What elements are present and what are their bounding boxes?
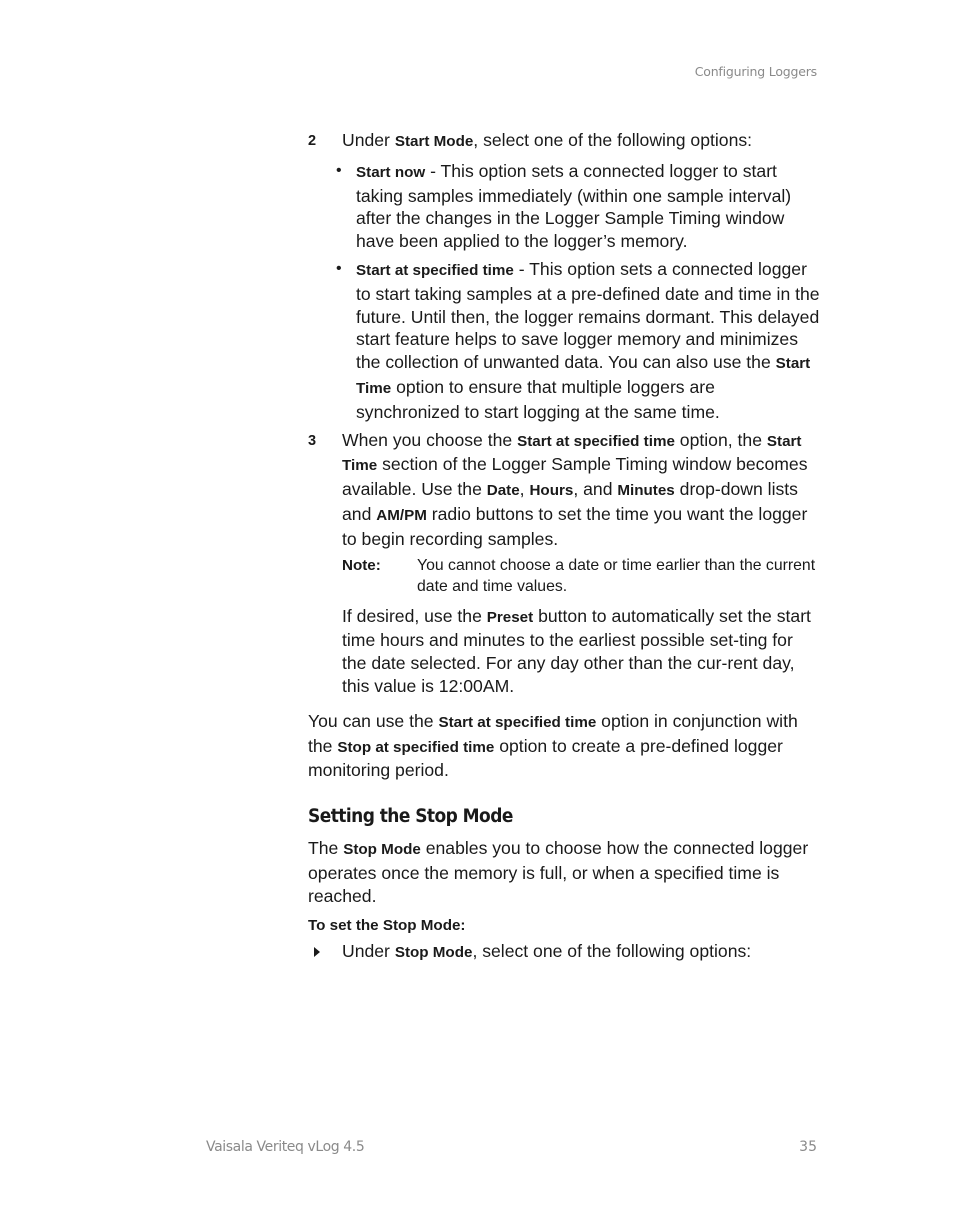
step-number: 2 [308,133,317,149]
section-heading: Setting the Stop Mode [308,806,513,828]
ui-term: Date [486,482,520,500]
list-item [336,160,820,253]
ui-term: Start now [356,163,426,181]
ui-term: Start Time [356,355,811,397]
text: , select one of the following options: [472,941,752,962]
note [342,555,820,597]
option-list [336,160,820,424]
footer-product: Vaisala Veriteq vLog 4.5 [206,1139,365,1155]
text: Under [342,130,395,150]
text: When you choose the [342,429,518,450]
ui-term: Start Time [342,432,802,475]
ui-term: Start at specified time [438,713,597,731]
text: - This option sets a connected logger to start taking samples immediately (within one sample interval) after the changes in the Logger Sample Timing window have been applied to the logger’s memory. [356,160,792,252]
ui-term: Start Mode [394,133,474,150]
ui-term: AM/PM [376,506,427,524]
text: If desired, use the [342,605,487,626]
text: The [308,837,344,858]
paragraph [308,837,820,907]
step-lead [342,129,820,154]
text: , and [573,479,618,500]
note-label: Note: [342,556,381,574]
procedure-step [308,940,820,965]
ui-term: Stop Mode [343,840,421,858]
text: , select one of the following options: [473,130,753,150]
preset-paragraph [342,605,820,698]
text: - This option sets a connected logger to start taking samples at a pre-defined date and time in the future. Until then, the logger remains dormant. This delayed start feature helps to save logger memory and minimizes the collection of unwanted data. You can also use the [356,258,820,373]
text: Under [342,941,395,962]
ui-term: Stop Mode [394,944,473,962]
text: You can use the [308,710,439,731]
triangle-arrow-icon [314,947,320,957]
note-text: You cannot choose a date or time earlier than the current date and time values. [417,556,816,595]
bullet-icon: • [336,259,342,277]
ui-term: Start at specified time [517,432,675,450]
ui-term: Preset [486,608,534,626]
text: , [519,479,530,500]
text: button to automatically set the start time hours and minutes to the earliest possible set-ting for the date selected. For any day other than the cur-rent day, this value is 12:00AM. [342,605,811,696]
procedure-heading: To set the Stop Mode: [308,917,466,935]
text: drop-down lists and [342,479,798,524]
step-2 [308,129,820,424]
text: option in conjunction with the [308,710,798,756]
page-number: 35 [799,1139,817,1155]
step-number: 3 [308,432,317,449]
text: option to ensure that multiple loggers are synchronized to start logging at the same time. [356,376,720,422]
step-body [342,429,820,551]
text: enables you to choose how the connected logger operates once the memory is full, or when a specified time is reached. [308,837,809,906]
page-content [308,128,820,965]
bullet-icon: • [336,161,342,179]
ui-term: Hours [529,482,574,500]
ui-term: Minutes [617,482,675,500]
text: radio buttons to set the time you want the logger to begin recording samples. [342,503,808,549]
text: option to create a pre-defined logger monitoring period. [308,735,783,781]
ui-term: Start at specified time [356,261,514,279]
paragraph [308,710,820,782]
ui-term: Stop at specified time [337,738,495,756]
list-item [336,258,820,424]
text: option, the [674,429,767,450]
running-header: Configuring Loggers [694,64,817,79]
step-3 [308,429,820,698]
text: section of the Logger Sample Timing window becomes available. Use the [342,454,808,500]
